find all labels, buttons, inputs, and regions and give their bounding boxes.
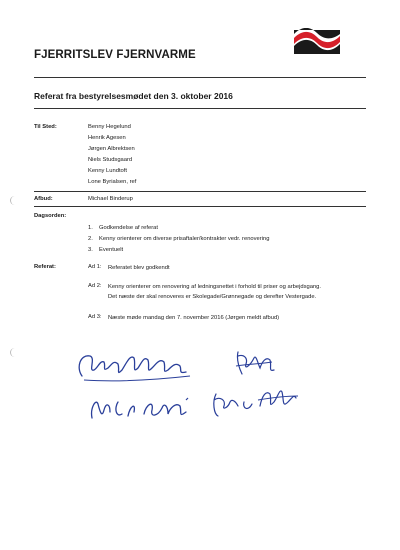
attendee: Henrik Agesen bbox=[88, 135, 126, 141]
attendee: Benny Hegelund bbox=[88, 124, 131, 130]
signature-niels bbox=[84, 392, 194, 426]
referat-item-number: Ad 2: bbox=[88, 283, 102, 289]
referat-item-number: Ad 3: bbox=[88, 314, 102, 320]
signature-jorgen bbox=[208, 380, 300, 420]
punch-hole bbox=[10, 348, 17, 357]
signature-henrik bbox=[232, 344, 276, 380]
document-subject: Referat fra bestyrelsesmødet den 3. oktober 2016 bbox=[34, 91, 233, 101]
referat-item-number: Ad 1: bbox=[88, 264, 102, 270]
section-rule bbox=[34, 206, 366, 207]
agenda-item: 1. Godkendelse af referat bbox=[88, 225, 158, 231]
attendee: Kenny Lundtoft bbox=[88, 168, 127, 174]
referat-item-text: Referatet blev godkendt bbox=[108, 265, 170, 271]
agenda-item: 2. Kenny orienterer om diverse prisaftaler/kontrakter vedr. renovering bbox=[88, 236, 270, 242]
afbud-label: Afbud: bbox=[34, 196, 53, 202]
header-rule bbox=[34, 77, 366, 78]
company-name: FJERRITSLEV FJERNVARME bbox=[34, 49, 196, 61]
signature-benny bbox=[74, 346, 194, 388]
attendee: Jørgen Albrektsen bbox=[88, 146, 135, 152]
subject-rule bbox=[34, 108, 366, 109]
dagsorden-label: Dagsorden: bbox=[34, 213, 67, 219]
attendee: Lone Byrialsen, ref bbox=[88, 179, 137, 185]
company-logo bbox=[292, 28, 342, 56]
referat-item-text: Kenny orienterer om renovering af ledningsnettet i forhold til priser og arbejdsgang. bbox=[108, 284, 321, 290]
referat-item-text: Næste møde mandag den 7. november 2016 (Jørgen meldt afbud) bbox=[108, 315, 280, 321]
til-sted-label: Til Sted: bbox=[34, 124, 57, 130]
section-rule bbox=[34, 191, 366, 192]
referat-item-text: Det næste der skal renoveres er Skolegade/Grønnegade og derefter Vestergade. bbox=[108, 294, 317, 300]
referat-label: Referat: bbox=[34, 264, 56, 270]
attendee: Niels Studsgaard bbox=[88, 157, 133, 163]
agenda-item: 3. Eventuelt bbox=[88, 247, 124, 253]
afbud-name: Michael Binderup bbox=[88, 196, 133, 202]
punch-hole bbox=[10, 196, 17, 205]
